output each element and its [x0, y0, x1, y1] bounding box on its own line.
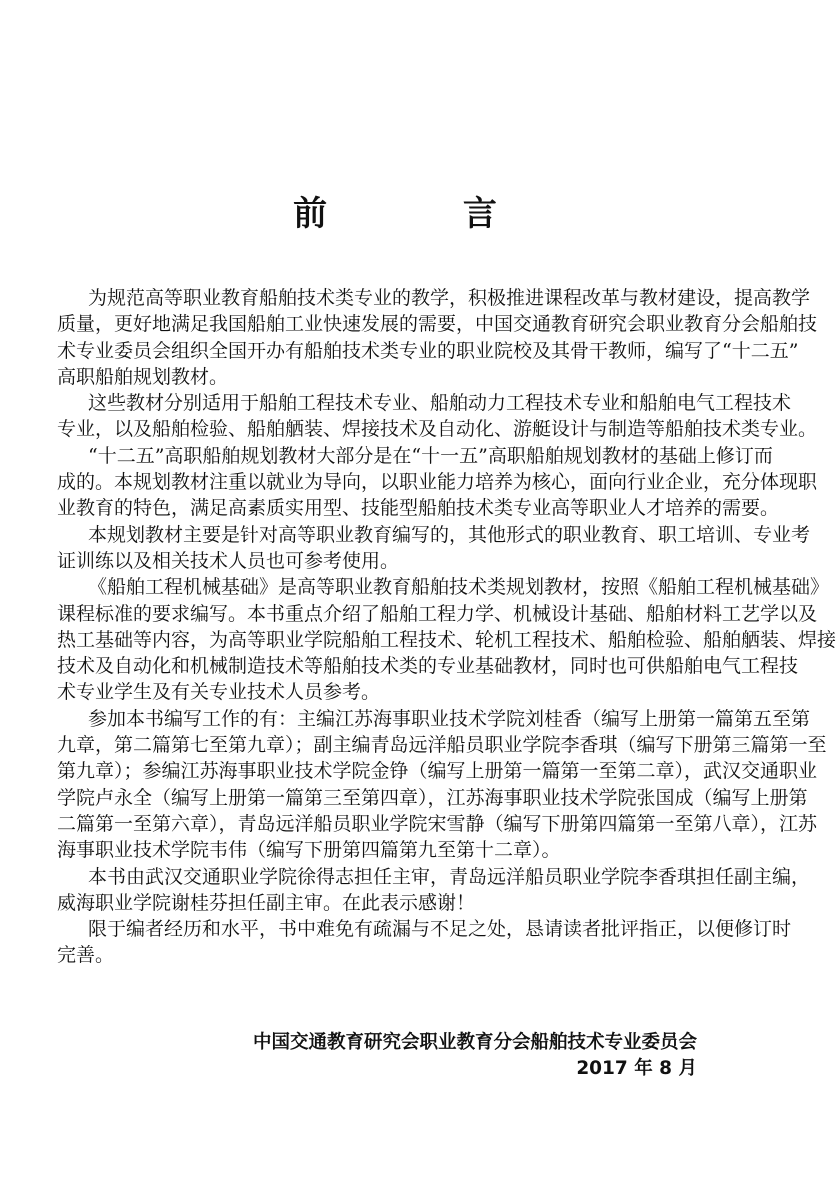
paragraph-line: 限于编者经历和水平，书中难免有疏漏与不足之处，恳请读者批评指正，以便修订时 [88, 918, 792, 941]
paragraph-line: 学院卢永全（编写上册第一篇第三至第四章），江苏海事职业技术学院张国成（编写上册第 [57, 786, 808, 809]
paragraph-line: 高职船舶规划教材。 [57, 365, 229, 388]
paragraph-line: 证训练以及相关技术人员也可参考使用。 [57, 549, 400, 572]
paragraph-line: 热工基础等内容，为高等职业学院船舶工程技术、轮机工程技术、船舶检验、船舶舾装、焊接 [57, 628, 836, 651]
paragraph-line: 课程标准的要求编写。本书重点介绍了船舶工程力学、机械设计基础、船舶材料工艺学以及 [57, 602, 818, 625]
paragraph-line: 参加本书编写工作的有：主编江苏海事职业技术学院刘桂香（编写上册第一篇第五至第 [88, 707, 811, 730]
paragraph-line: 业教育的特色，满足高素质实用型、技能型船舶技术类专业高等职业人才培养的需要。 [57, 497, 780, 520]
paragraph-line: 技术及自动化和机械制造技术等船舶技术类的专业基础教材，同时也可供船舶电气工程技 [57, 655, 799, 678]
paragraph-line: 质量，更好地满足我国船舶工业快速发展的需要，中国交通教育研究会职业教育分会船舶技 [57, 313, 818, 336]
paragraph-line: 本书由武汉交通职业学院徐得志担任主审，青岛远洋船员职业学院李香琪担任副主编， [88, 865, 811, 888]
paragraph-line: 威海职业学院谢桂芬担任副主审。在此表示感谢！ [57, 891, 476, 914]
paragraph-line: 海事职业技术学院韦伟（编写下册第四篇第九至第十二章）。 [57, 839, 561, 862]
paragraph-line: 成的。本规划教材注重以就业为导向，以职业能力培养为核心，面向行业企业，充分体现职 [57, 471, 818, 494]
paragraph-line: 为规范高等职业教育船舶技术类专业的教学，积极推进课程改革与教材建设，提高教学 [88, 287, 811, 309]
paragraph-line: 术专业学生及有关专业技术人员参考。 [57, 681, 381, 704]
paragraph-line: 《船舶工程机械基础》是高等职业教育船舶技术类规划教材，按照《船舶工程机械基础》 [88, 576, 830, 599]
signature-block [253, 1030, 697, 1082]
signature-organization: 中国交通教育研究会职业教育分会船舶技术专业委员会 [252, 1032, 697, 1053]
paragraph-line: 这些教材分别适用于船舶工程技术专业、船舶动力工程技术专业和船舶电气工程技术 [88, 392, 792, 415]
paragraph-line: 专业，以及船舶检验、船舶舾装、焊接技术及自动化、游艇设计与制造等船舶技术类专业。 [57, 418, 818, 441]
paragraph-line: 第九章）；参编江苏海事职业技术学院金铮（编写上册第一篇第一至第二章），武汉交通职业 [57, 760, 818, 783]
signature-date: 2017 年 8 月 [576, 1058, 697, 1079]
paragraph-line: 二篇第一至第六章），青岛远洋船员职业学院宋雪静（编写下册第四篇第一至第八章），江苏 [57, 812, 818, 835]
paragraph-line: 术专业委员会组织全国开办有船舶技术类专业的职业院校及其骨干教师，编写了“十二五” [57, 339, 799, 362]
paragraph-line: 九章，第二篇第七至第九章）；副主编青岛远洋船员职业学院李香琪（编写下册第三篇第一至 [57, 734, 827, 757]
page-title: 前 言 [293, 194, 559, 234]
paragraph-line: “十二五”高职船舶规划教材大部分是在“十一五”高职船舶规划教材的基础上修订而 [88, 444, 773, 467]
paragraph-line: 完善。 [57, 944, 115, 967]
preface-body [57, 285, 836, 969]
paragraph-line: 本规划教材主要是针对高等职业教育编写的，其他形式的职业教育、职工培训、专业考 [88, 523, 811, 546]
